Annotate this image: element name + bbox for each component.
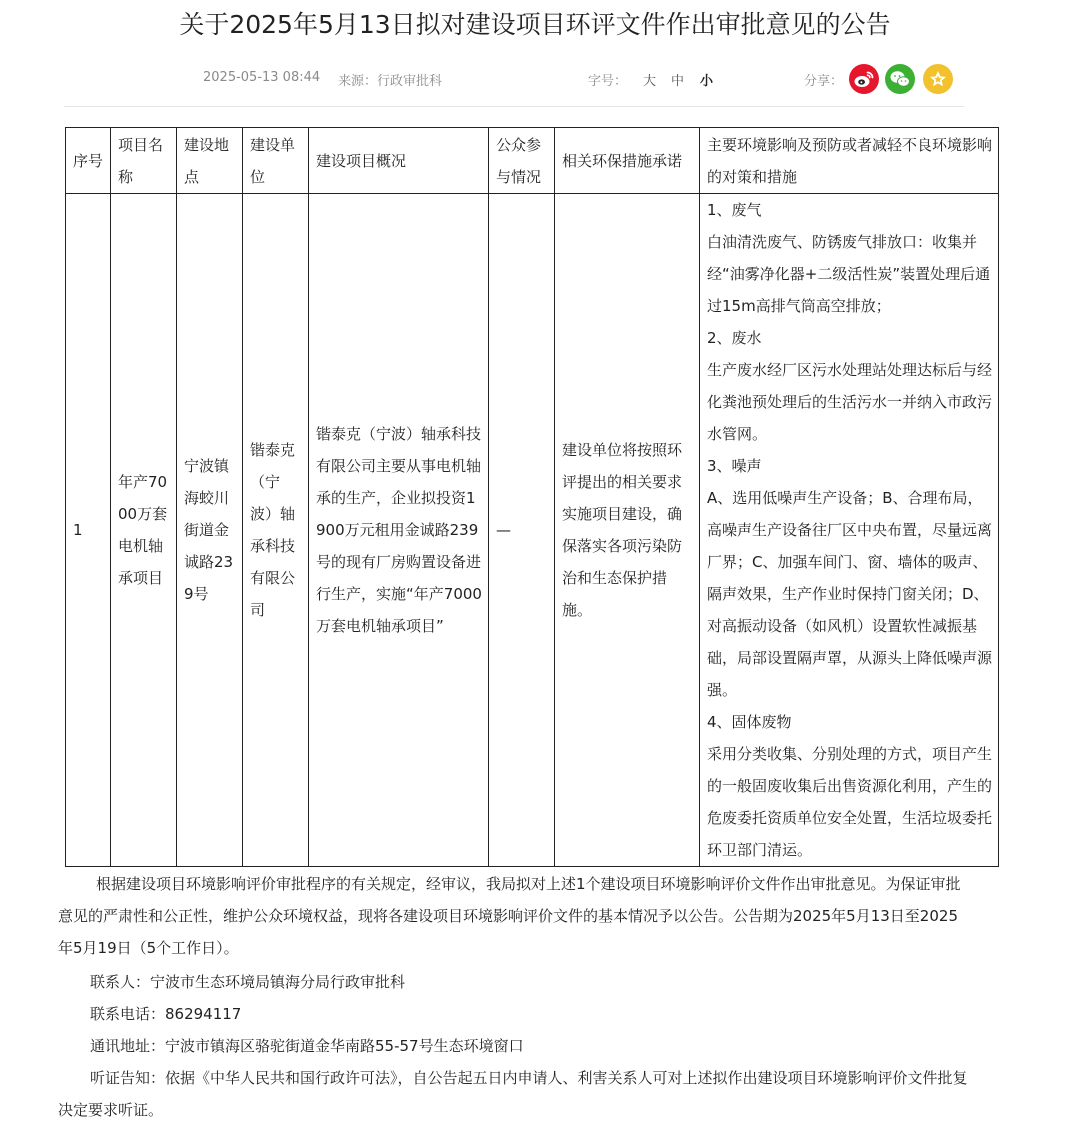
impact-heading-waste: 4、固体废物: [707, 713, 792, 731]
favorite-icon: [928, 69, 948, 89]
weibo-share-button[interactable]: [849, 64, 879, 94]
cell-impacts: [700, 194, 999, 867]
impact-text-waste: 采用分类收集、分别处理的方式，项目产生的一般固废收集后出售资源化利用，产生的危废委托资质单位安全处置，生活垃圾委托环卫部门清运。: [707, 745, 993, 859]
header-cell-public: 公众参与情况: [489, 128, 555, 194]
weibo-icon: [853, 69, 875, 89]
notice-paragraph: 根据建设项目环境影响评价审批程序的有关规定，经审议，我局拟对上述1个建设项目环境影响评价文件作出审批意见。为保证审批意见的严肃性和公正性，维护公众环境权益，现将各建设项目环境影响评价文件的基本情况予以公告。公告期为2025年5月13日至2025年5月19日（5个工作日）。: [58, 875, 961, 957]
cell-name: 年产7000万套电机轴承项目: [111, 194, 177, 867]
header-cell-name: 项目名称: [111, 128, 177, 194]
contact-address: 通讯地址：宁波市镇海区骆驼街道金华南路55-57号生态环境窗口: [90, 1037, 524, 1055]
wechat-share-button[interactable]: [885, 64, 915, 94]
project-table: [65, 127, 999, 867]
header-divider: [64, 106, 964, 107]
font-size-large-button[interactable]: 大: [643, 74, 657, 89]
cell-public: —: [489, 194, 555, 867]
table-header-row: [66, 128, 999, 194]
page-title: 关于2025年5月13日拟对建设项目环评文件作出审批意见的公告: [179, 10, 891, 39]
wechat-icon: [889, 69, 911, 89]
cell-commitment: 建设单位将按照环评提出的相关要求实施项目建设，确保落实各项污染防治和生态保护措施。: [555, 194, 700, 867]
table-row: [66, 194, 999, 867]
header-cell-no: 序号: [66, 128, 111, 194]
contact-phone: 联系电话：86294117: [90, 1005, 242, 1023]
favorite-share-button[interactable]: [923, 64, 953, 94]
font-size-medium-button[interactable]: 中: [671, 74, 685, 89]
contact-person: 联系人：宁波市生态环境局镇海分局行政审批科: [90, 973, 406, 991]
impact-heading-water: 2、废水: [707, 329, 762, 347]
header-cell-location: 建设地点: [177, 128, 243, 194]
share-label: 分享：: [804, 74, 844, 89]
impact-heading-noise: 3、噪声: [707, 457, 762, 475]
article-meta: [0, 64, 1070, 92]
header-cell-commitment: 相关环保措施承诺: [555, 128, 700, 194]
cell-overview: 锴泰克（宁波）轴承科技有限公司主要从事电机轴承的生产，企业拟投资1900万元租用金诚路239号的现有厂房购置设备进行生产，实施“年产7000万套电机轴承项目”: [309, 194, 489, 867]
article-source: 来源：行政审批科: [338, 74, 443, 89]
publish-date: 2025-05-13 08:44: [203, 70, 321, 85]
font-size-label: 字号：: [588, 74, 628, 89]
impact-text-noise: A、选用低噪声生产设备；B、合理布局，高噪声生产设备往厂区中央布置，尽量远离厂界；C、加强车间门、窗、墙体的吸声、隔声效果，生产作业时保持门窗关闭；D、对高振动设备（如风机）设置软性减振基础，局部设置隔声罩，从源头上降低噪声源强。: [707, 489, 993, 699]
impact-text-gas: 白油清洗废气、防锈废气排放口：收集并经“油雾净化器+二级活性炭”装置处理后通过15m高排气筒高空排放；: [707, 233, 991, 315]
font-size-small-button[interactable]: 小: [700, 74, 714, 89]
header-cell-impacts: 主要环境影响及预防或者减轻不良环境影响的对策和措施: [700, 128, 999, 194]
impact-text-water: 生产废水经厂区污水处理站处理达标后与经化粪池预处理后的生活污水一并纳入市政污水管网。: [707, 361, 993, 443]
hearing-notice: 听证告知：依据《中华人民共和国行政许可法》，自公告起五日内申请人、利害关系人可对上述拟作出建设项目环境影响评价文件批复决定要求听证。: [58, 1069, 968, 1119]
header-cell-overview: 建设项目概况: [309, 128, 489, 194]
cell-location: 宁波镇海蛟川街道金诚路239号: [177, 194, 243, 867]
impact-heading-gas: 1、废气: [707, 201, 762, 219]
header-cell-unit: 建设单位: [243, 128, 309, 194]
cell-no: 1: [66, 194, 111, 867]
cell-unit: 锴泰克（宁波）轴承科技有限公司: [243, 194, 309, 867]
